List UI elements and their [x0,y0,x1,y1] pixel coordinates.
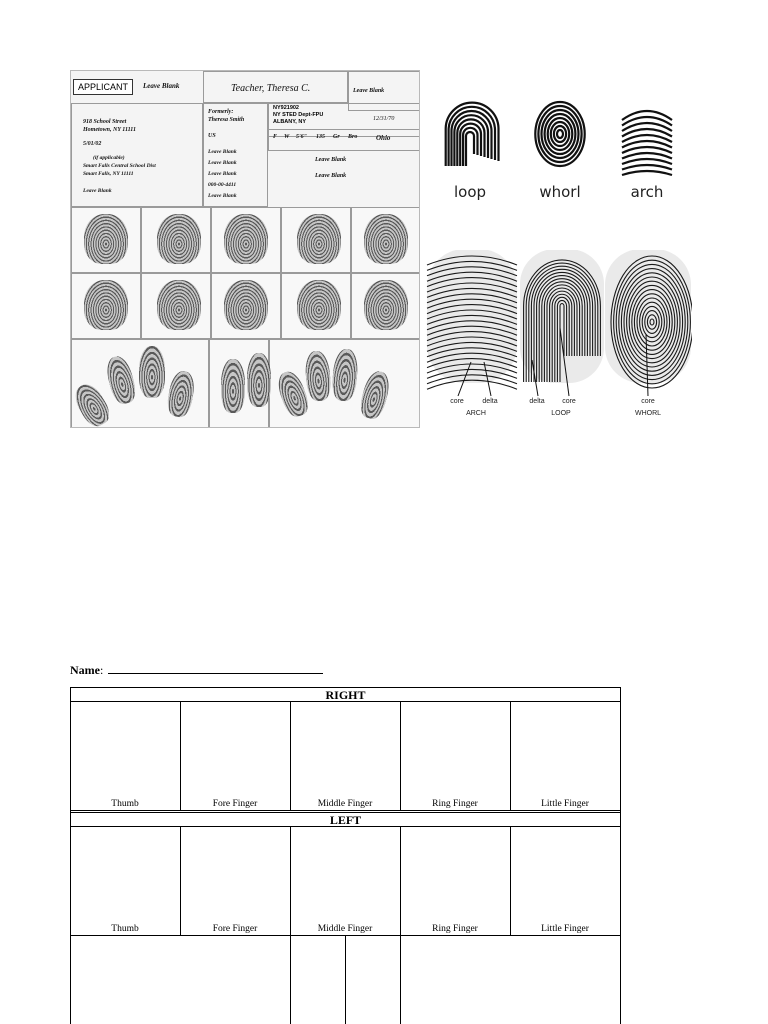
loop-icon [446,103,499,166]
height-text: 5'6" [296,134,307,140]
country-text: US [208,133,216,139]
labeled-prints [426,250,692,428]
right-col-divider-2 [290,701,291,810]
whorl-print-icon [605,250,692,388]
address-line-1: 918 School Street [83,119,127,125]
bottom-col-divider-3 [400,935,401,1024]
date-text: 5/01/02 [83,141,102,147]
rolled-print-cell [351,273,420,339]
fingerprint-smudge [297,214,341,264]
fingerprint-smudge [84,280,128,330]
whorl-icon [535,102,584,166]
left-fore-finger-label: Fore Finger [212,924,258,934]
fingerprint-form-table [70,687,621,1024]
right-col-divider-4 [510,701,511,810]
left-col-divider-4 [510,826,511,935]
whorl-ridge [554,126,566,142]
right-thumb-label: Thumb [111,799,139,809]
field-6-text: Leave Blank [315,173,347,179]
whorl-ridge [545,114,576,154]
arch-caption: ARCH [466,410,486,417]
field-1-text: Leave Blank [208,149,237,155]
rolled-print-cell [141,207,211,273]
arch-ridge [622,159,672,164]
loop-core-label: core [562,398,576,405]
rolled-print-cell [71,207,141,273]
eyes-text: Gr [333,134,340,140]
rolled-print-cell [281,207,351,273]
field-2-text: Leave Blank [208,160,237,166]
bottom-col-divider-2 [345,935,346,1024]
rolled-print-cell [351,207,420,273]
loop-label: loop [453,183,487,201]
leave-blank-text-2: Leave Blank [353,88,385,94]
arch-label: arch [630,183,664,201]
right-hand-header: RIGHT [325,688,366,702]
name-blank-line[interactable] [108,663,323,674]
arch-delta-label: delta [482,398,498,405]
applicant-name: Teacher, Theresa C. [231,83,311,94]
loop-delta-label: delta [529,398,545,405]
fingerprint-card-image [70,70,420,428]
physical-box [268,129,420,151]
left-col-divider-2 [290,826,291,935]
loop-caption: LOOP [551,410,571,417]
left-thumb-label: Thumb [111,924,139,934]
labeled-prints-svg [426,250,692,400]
formerly-label: Formerly: [208,109,234,115]
right-col-divider-1 [180,701,181,810]
employer-line-2: Smart Falls Central School Dist [83,163,156,169]
name-label: Name [70,663,100,677]
address-line-2: Hometown, NY 11111 [83,127,136,133]
rolled-print-cell [71,273,141,339]
arch-ridge [622,111,672,120]
id-line-1: NY921902 [273,105,299,111]
fingerprint-smudge [157,214,201,264]
arch-ridge [622,165,672,170]
whorl-ridge [535,102,584,166]
id-line-2: NY STED Dept-FPU [273,112,324,118]
arch-ridge [622,171,672,175]
fingerprint-smudge [364,214,408,264]
field-4-text: Leave Blank [208,193,237,199]
employer-line-3: Smart Falls, NY 11111 [83,171,134,177]
left-middle-finger-label: Middle Finger [317,924,373,934]
id-line-3: ALBANY, NY [273,119,307,125]
pattern-types [432,94,692,214]
table-right-border [620,687,621,1024]
ssn-text: 000-00-4411 [208,182,237,188]
rolled-print-cell [211,273,281,339]
sex-text: F [273,134,278,140]
whorl-ridge [557,130,563,138]
right-little-finger-label: Little Finger [541,799,589,809]
right-col-divider-3 [400,701,401,810]
bottom-col-divider-1 [290,935,291,1024]
field-3-text: Leave Blank [208,171,237,177]
applicant-label: APPLICANT [73,79,133,95]
fingerprint-smudge [297,280,341,330]
left-little-finger-label: Little Finger [541,924,589,934]
table-left-border [70,687,71,1024]
rolled-print-cell [141,273,211,339]
rolled-print-cell [281,273,351,339]
whorl-caption: WHORL [634,410,662,417]
dob-text: 12/31/70 [373,116,395,122]
fingerprint-smudge [139,346,165,398]
fingerprint-smudge [224,280,268,330]
left-ring-finger-label: Ring Finger [432,924,478,934]
whorl-label: whorl [539,183,581,201]
whorl-core-label: core [641,398,655,405]
arch-print-icon [427,250,517,389]
place-of-birth-text: Ohio [376,134,391,142]
left-col-divider-1 [180,826,181,935]
arch-ridge [622,117,672,126]
employer-line-1: (if applicable) [93,155,125,161]
left-hand-header: LEFT [329,813,362,827]
right-fore-finger-label: Fore Finger [212,799,258,809]
pattern-icons-svg [432,94,692,184]
hair-text: Bro [348,134,358,140]
left-col-divider-3 [400,826,401,935]
leave-blank-text-3: Leave Blank [83,188,112,194]
fingerprint-smudge [247,353,271,407]
fingerprint-smudge [84,214,128,264]
weight-text: 135 [316,134,325,140]
name-field[interactable] [70,663,323,678]
rolled-print-cell [211,207,281,273]
fingerprint-smudge [224,214,268,264]
leave-blank-text: Leave Blank [143,82,180,90]
right-row-bottom [70,810,621,811]
formerly-name: Theresa Smith [208,117,245,123]
fingerprint-smudge [221,359,245,413]
name-colon: : [100,663,104,677]
right-middle-finger-label: Middle Finger [317,799,373,809]
fingerprint-smudge [364,280,408,330]
race-text: W [284,134,290,140]
arch-ridge [622,153,672,159]
arch-core-label: core [450,398,464,405]
print-background [605,250,691,383]
right-ring-finger-label: Ring Finger [432,799,478,809]
fingerprint-smudge [157,280,201,330]
loop-ridge [466,132,474,166]
field-5-text: Leave Blank [315,157,347,163]
arch-icon [622,111,672,175]
